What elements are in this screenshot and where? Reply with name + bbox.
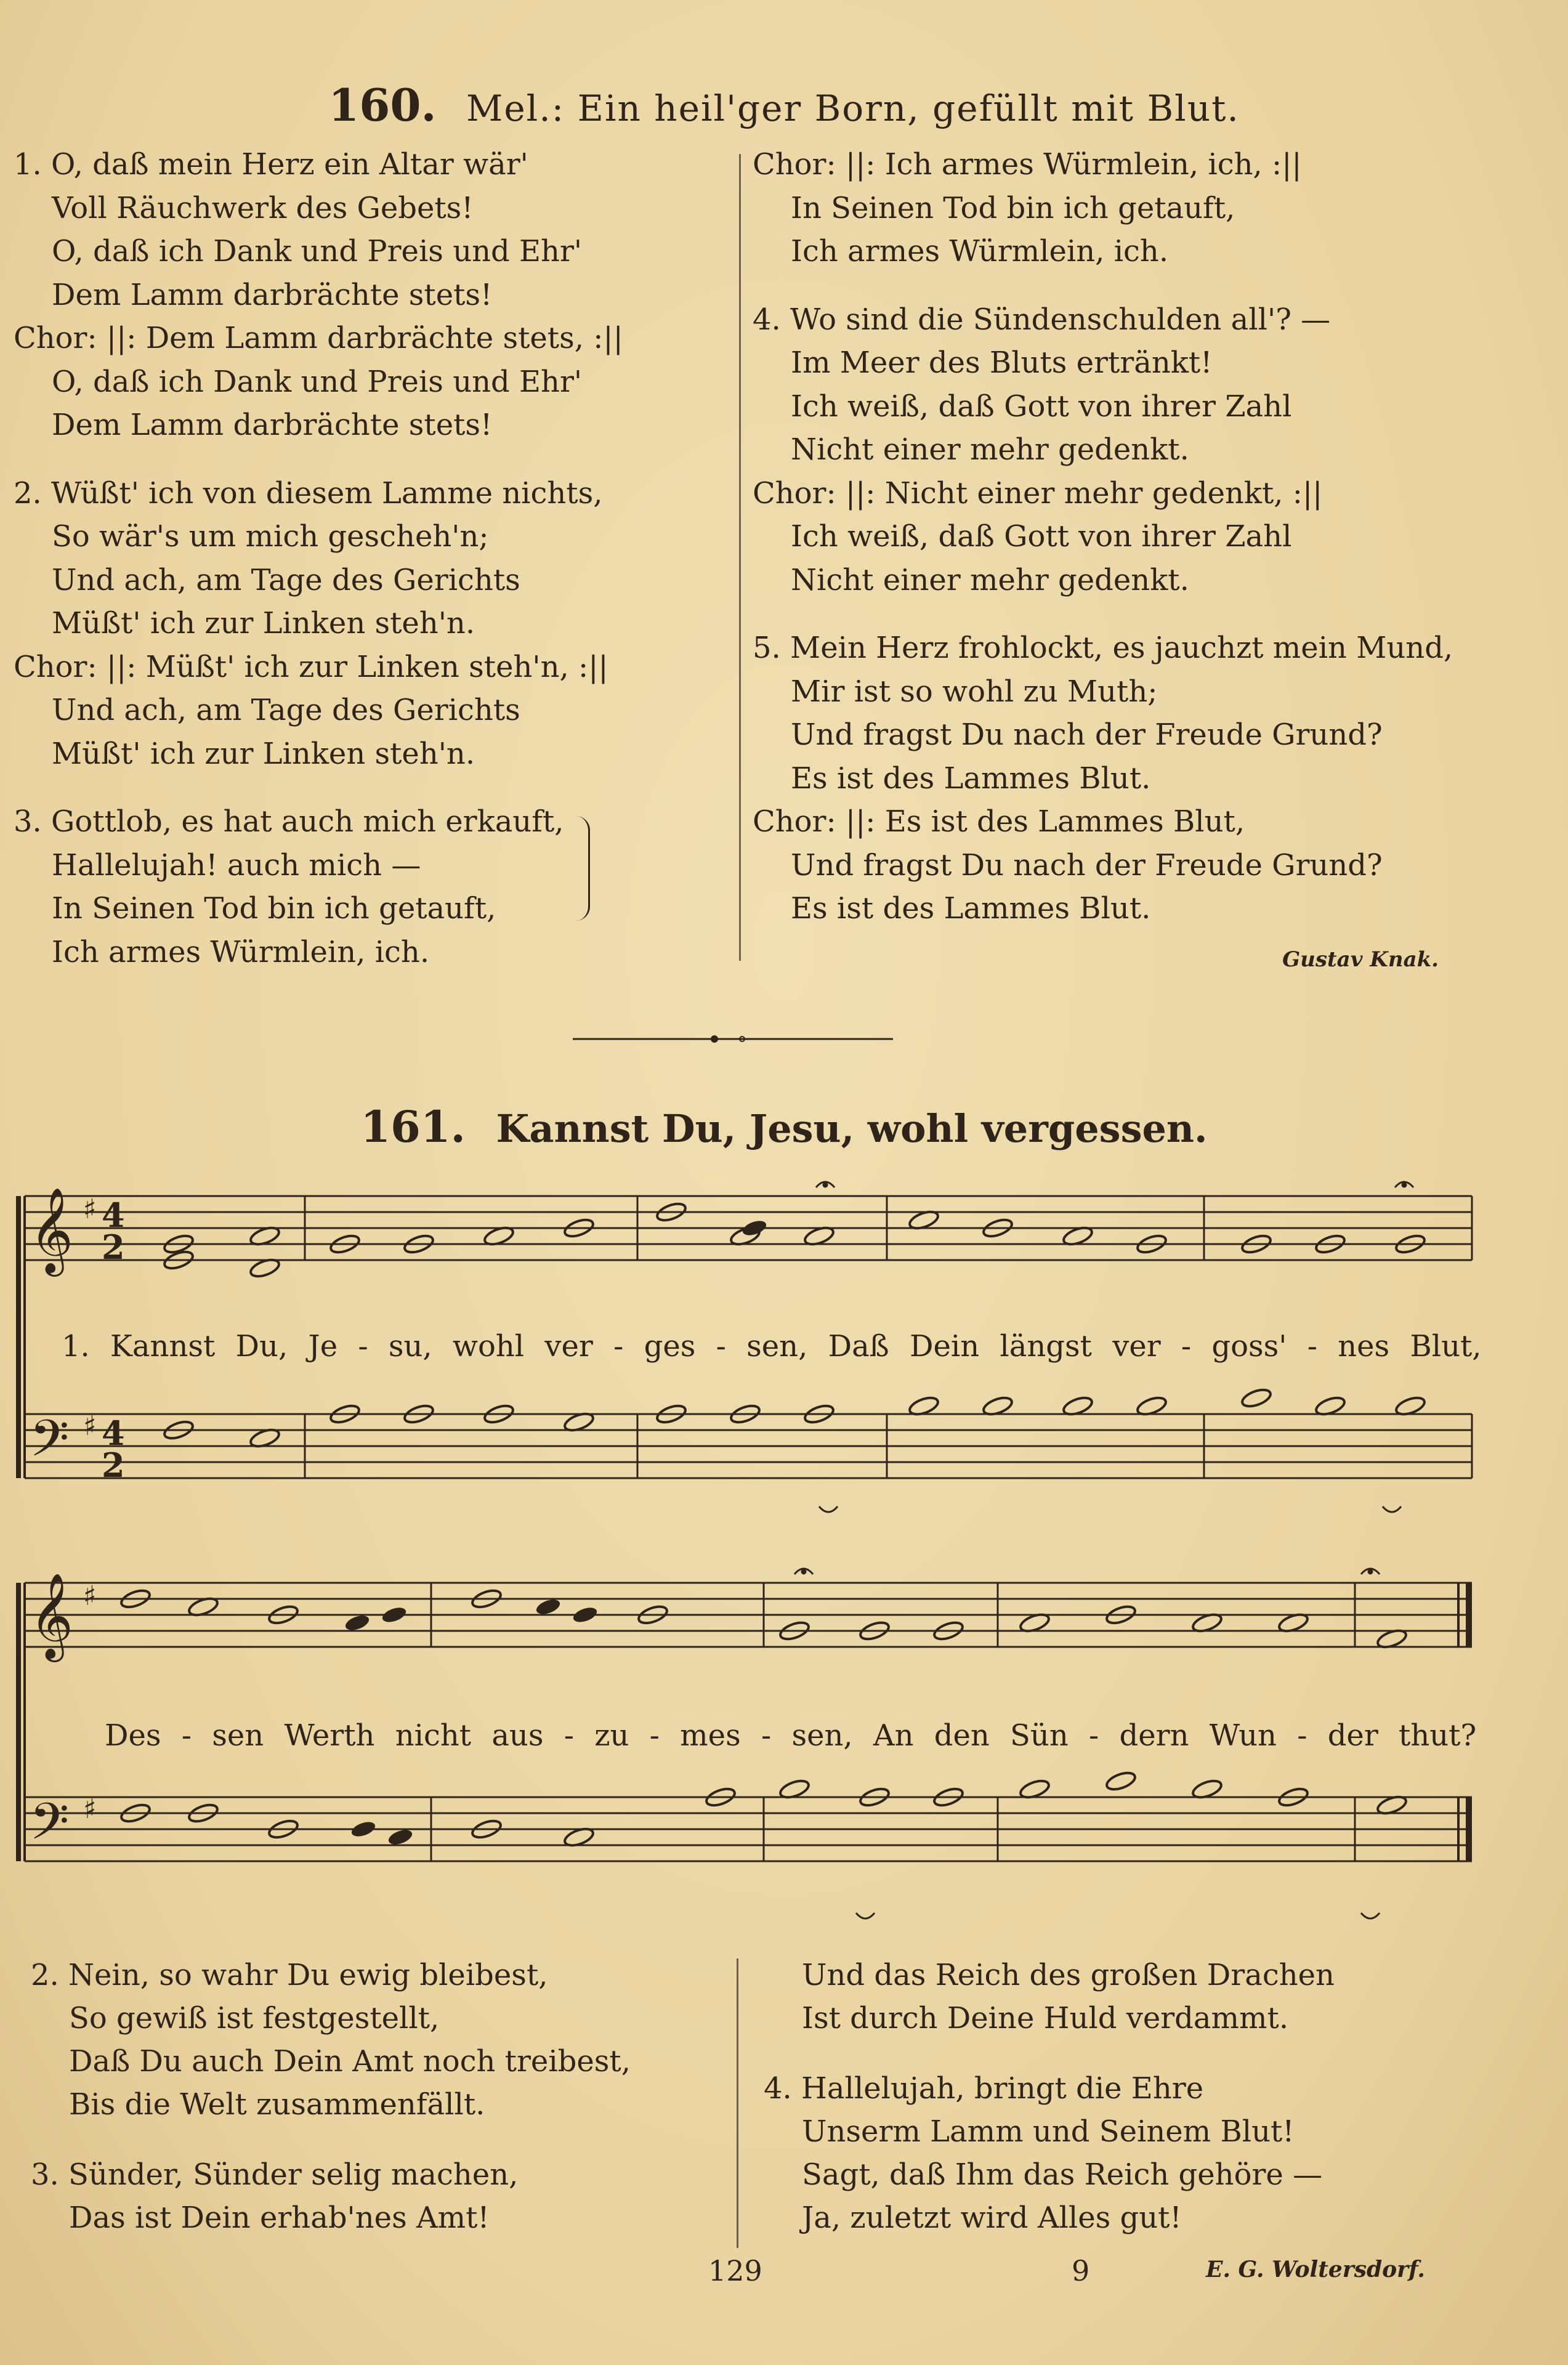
verse-line: 5. Mein Herz frohlockt, es jauchzt mein Mund, [753, 631, 1453, 665]
author-credit: Gustav Knak. [1282, 947, 1439, 972]
verse-line: 1. O, daß mein Herz ein Altar wär' [14, 147, 528, 182]
verse-line: Und ach, am Tage des Gerichts [52, 562, 520, 597]
verse-line: Unserm Lamm und Seinem Blut! [802, 2114, 1295, 2149]
verse-line: Nicht einer mehr gedenkt. [791, 562, 1189, 597]
svg-text:♯: ♯ [83, 1793, 97, 1825]
verse-line: Sagt, daß Ihm das Reich gehöre — [802, 2157, 1323, 2192]
verse-line: Das ist Dein erhab'nes Amt! [69, 2201, 490, 2235]
bass-clef-icon: 𝄢 [30, 1792, 70, 1864]
treble-clef-icon: 𝄞 [30, 1187, 73, 1273]
verse-line: Es ist des Lammes Blut. [791, 761, 1151, 796]
column-divider [737, 1959, 738, 2248]
chorus-line: Chor: ||: Es ist des Lammes Blut, [753, 804, 1245, 839]
verse-line: O, daß ich Dank und Preis und Ehr' [52, 364, 583, 399]
verse-line: Im Meer des Bluts ertränkt! [791, 346, 1213, 380]
verse-line: Müßt' ich zur Linken steh'n. [52, 736, 475, 771]
svg-text:4: 4 [102, 1413, 125, 1453]
verse-line: Dem Lamm darbrächte stets! [52, 408, 493, 442]
bass-staff-2 [25, 1797, 1472, 1861]
chorus-line: Chor: ||: Nicht einer mehr gedenkt, :|| [753, 475, 1323, 511]
filled-note-heads [344, 1218, 768, 1847]
verse-line: Nicht einer mehr gedenkt. [791, 432, 1189, 467]
hymn-number: 161. [360, 1101, 466, 1152]
verse-line: Ich armes Würmlein, ich. [791, 234, 1169, 269]
verse-line: 3. Gottlob, es hat auch mich erkauft, [14, 804, 564, 839]
signature-mark: 9 [1072, 2254, 1090, 2287]
verse-line: Hallelujah! auch mich — [52, 847, 421, 883]
verse-line: 2. Nein, so wahr Du ewig bleibest, [31, 1958, 548, 1992]
verse-line: 4. Wo sind die Sündenschulden all'? — [753, 302, 1331, 337]
verse-line: Ich armes Würmlein, ich. [52, 934, 430, 969]
svg-text:♯: ♯ [83, 1580, 97, 1612]
chorus-line: Chor: ||: Ich armes Würmlein, ich, :|| [753, 147, 1302, 182]
verse-line: Dem Lamm darbrächte stets! [52, 277, 493, 312]
author-credit: E. G. Woltersdorf. [1206, 2257, 1425, 2282]
hymn-161-verses-right [764, 1954, 1335, 2239]
bass-staff-1 [25, 1414, 1472, 1478]
verse-line: Es ist des Lammes Blut. [791, 891, 1151, 926]
verse-line: Ich weiß, daß Gott von ihrer Zahl [791, 519, 1292, 554]
lyric-line-2: Des - sen Werth nicht aus - zu - mes - sen, An den Sün - dern Wun - der thut? [105, 1718, 1477, 1753]
bass-clef-icon: 𝄢 [30, 1409, 70, 1481]
verse-line: Ist durch Deine Huld verdammt. [802, 2001, 1289, 2036]
lyric-line-1: 1. Kannst Du, Je - su, wohl ver - ges - sen, Daß Dein längst ver - goss' - nes Blut, [62, 1329, 1482, 1364]
hymn-number: 160. [328, 79, 437, 131]
svg-text:2: 2 [102, 1445, 125, 1485]
page-number: 129 [708, 2254, 762, 2287]
fermata-marks [794, 1182, 1413, 1918]
verse-line: Und fragst Du nach der Freude Grund? [791, 847, 1383, 883]
verse-line: So gewiß ist festgestellt, [69, 2001, 440, 2036]
verse-line: Und das Reich des großen Drachen [802, 1958, 1335, 1992]
verse-line: Und ach, am Tage des Gerichts [52, 693, 520, 727]
svg-text:2: 2 [102, 1227, 125, 1267]
hymn-title: Kannst Du, Jesu, wohl vergessen. [496, 1106, 1208, 1151]
verse-line: Ja, zuletzt wird Alles gut! [802, 2201, 1182, 2235]
verse-line: Müßt' ich zur Linken steh'n. [52, 606, 475, 641]
verse-line: In Seinen Tod bin ich getauft, [52, 891, 496, 926]
verse-line: So wär's um mich gescheh'n; [52, 519, 489, 554]
chorus-line: Chor: ||: Dem Lamm darbrächte stets, :|| [14, 321, 623, 355]
chorus-line: Chor: ||: Müßt' ich zur Linken steh'n, :|| [14, 649, 608, 684]
verse-line: Bis die Welt zusammenfällt. [69, 2087, 485, 2122]
verse-line: Mir ist so wohl zu Muth; [791, 674, 1158, 709]
treble-clef-icon: 𝄞 [30, 1573, 73, 1659]
verse-line: Daß Du auch Dein Amt noch treibest, [69, 2044, 631, 2079]
hymn-161-verses-left [31, 1954, 631, 2239]
verse-line: 2. Wüßt' ich von diesem Lamme nichts, [14, 475, 603, 511]
verse-line: Und fragst Du nach der Freude Grund? [791, 718, 1383, 752]
svg-text:♯: ♯ [83, 1194, 97, 1225]
treble-staff-2 [25, 1583, 1472, 1647]
verse-line: Ich weiß, daß Gott von ihrer Zahl [791, 389, 1292, 424]
svg-text:♯: ♯ [83, 1410, 97, 1442]
verse-line: 4. Hallelujah, bringt die Ehre [764, 2071, 1204, 2106]
svg-text:4: 4 [102, 1195, 125, 1235]
verse-line: In Seinen Tod bin ich getauft, [791, 190, 1235, 225]
verse-line: 3. Sünder, Sünder selig machen, [31, 2157, 519, 2192]
melody-note: Mel.: Ein heil'ger Born, gefüllt mit Blut. [466, 87, 1240, 129]
verse-line: O, daß ich Dank und Preis und Ehr' [52, 234, 583, 269]
verse-line: Voll Räuchwerk des Gebets! [52, 190, 474, 225]
